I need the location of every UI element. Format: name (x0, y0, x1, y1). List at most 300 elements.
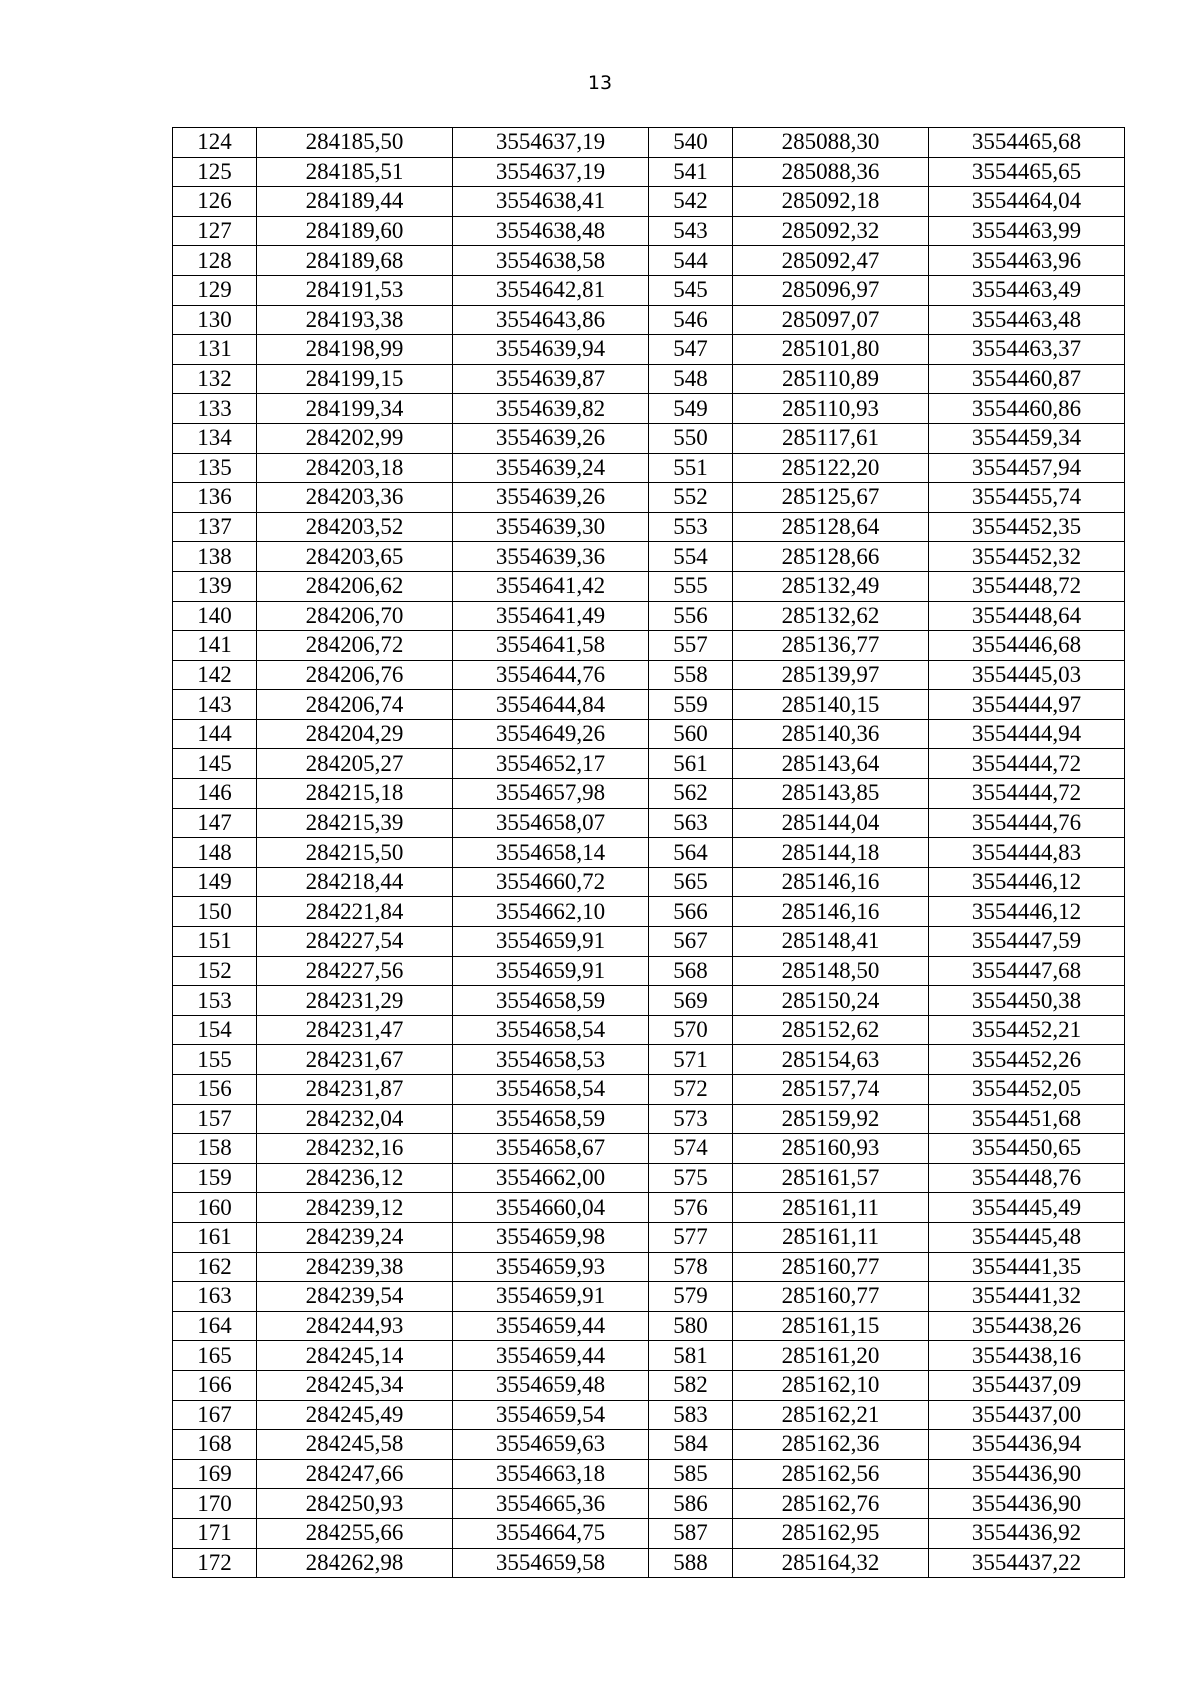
x-coordinate-right-cell: 285136,77 (733, 631, 929, 661)
x-coordinate-left-cell: 284262,98 (257, 1548, 453, 1578)
y-coordinate-left-cell: 3554659,48 (453, 1370, 649, 1400)
y-coordinate-right-cell: 3554459,34 (929, 423, 1125, 453)
x-coordinate-right-cell: 285128,66 (733, 542, 929, 572)
x-coordinate-left-cell: 284215,39 (257, 808, 453, 838)
point-number-right-cell: 553 (649, 512, 733, 542)
y-coordinate-right-cell: 3554465,68 (929, 128, 1125, 158)
point-number-left-cell: 140 (173, 601, 257, 631)
y-coordinate-left-cell: 3554639,87 (453, 364, 649, 394)
y-coordinate-left-cell: 3554639,24 (453, 453, 649, 483)
table-row (173, 1222, 1125, 1252)
point-number-left-cell: 149 (173, 867, 257, 897)
table-row (173, 1193, 1125, 1223)
y-coordinate-left-cell: 3554643,86 (453, 305, 649, 335)
point-number-right-cell: 542 (649, 187, 733, 217)
point-number-left-cell: 171 (173, 1518, 257, 1548)
y-coordinate-right-cell: 3554444,94 (929, 719, 1125, 749)
x-coordinate-right-cell: 285128,64 (733, 512, 929, 542)
point-number-left-cell: 137 (173, 512, 257, 542)
table-row (173, 335, 1125, 365)
y-coordinate-right-cell: 3554444,72 (929, 749, 1125, 779)
point-number-left-cell: 169 (173, 1459, 257, 1489)
y-coordinate-right-cell: 3554447,68 (929, 956, 1125, 986)
point-number-left-cell: 157 (173, 1104, 257, 1134)
y-coordinate-left-cell: 3554659,91 (453, 927, 649, 957)
point-number-left-cell: 167 (173, 1400, 257, 1430)
y-coordinate-right-cell: 3554446,12 (929, 897, 1125, 927)
x-coordinate-left-cell: 284204,29 (257, 719, 453, 749)
y-coordinate-left-cell: 3554644,84 (453, 690, 649, 720)
table-row (173, 690, 1125, 720)
x-coordinate-left-cell: 284218,44 (257, 867, 453, 897)
point-number-right-cell: 573 (649, 1104, 733, 1134)
x-coordinate-left-cell: 284239,12 (257, 1193, 453, 1223)
point-number-right-cell: 541 (649, 157, 733, 187)
x-coordinate-left-cell: 284215,50 (257, 838, 453, 868)
point-number-right-cell: 579 (649, 1282, 733, 1312)
point-number-right-cell: 560 (649, 719, 733, 749)
y-coordinate-right-cell: 3554436,94 (929, 1430, 1125, 1460)
point-number-right-cell: 588 (649, 1548, 733, 1578)
point-number-right-cell: 565 (649, 867, 733, 897)
point-number-left-cell: 134 (173, 423, 257, 453)
x-coordinate-right-cell: 285162,36 (733, 1430, 929, 1460)
point-number-right-cell: 544 (649, 246, 733, 276)
x-coordinate-left-cell: 284239,24 (257, 1222, 453, 1252)
point-number-right-cell: 584 (649, 1430, 733, 1460)
table-row (173, 1430, 1125, 1460)
y-coordinate-left-cell: 3554659,44 (453, 1311, 649, 1341)
y-coordinate-left-cell: 3554658,07 (453, 808, 649, 838)
y-coordinate-left-cell: 3554658,14 (453, 838, 649, 868)
x-coordinate-right-cell: 285144,18 (733, 838, 929, 868)
table-row (173, 483, 1125, 513)
x-coordinate-left-cell: 284245,14 (257, 1341, 453, 1371)
table-row (173, 779, 1125, 809)
x-coordinate-right-cell: 285125,67 (733, 483, 929, 513)
x-coordinate-right-cell: 285160,93 (733, 1134, 929, 1164)
x-coordinate-right-cell: 285101,80 (733, 335, 929, 365)
table-row (173, 246, 1125, 276)
point-number-right-cell: 547 (649, 335, 733, 365)
table-row (173, 897, 1125, 927)
x-coordinate-right-cell: 285110,93 (733, 394, 929, 424)
page-number: 13 (587, 72, 613, 94)
table-row (173, 157, 1125, 187)
point-number-right-cell: 571 (649, 1045, 733, 1075)
y-coordinate-right-cell: 3554464,04 (929, 187, 1125, 217)
x-coordinate-left-cell: 284239,54 (257, 1282, 453, 1312)
point-number-right-cell: 578 (649, 1252, 733, 1282)
x-coordinate-right-cell: 285139,97 (733, 660, 929, 690)
y-coordinate-left-cell: 3554639,82 (453, 394, 649, 424)
x-coordinate-left-cell: 284189,44 (257, 187, 453, 217)
x-coordinate-right-cell: 285161,11 (733, 1222, 929, 1252)
x-coordinate-right-cell: 285088,30 (733, 128, 929, 158)
x-coordinate-right-cell: 285157,74 (733, 1075, 929, 1105)
table-row (173, 128, 1125, 158)
y-coordinate-left-cell: 3554665,36 (453, 1489, 649, 1519)
x-coordinate-right-cell: 285160,77 (733, 1252, 929, 1282)
point-number-right-cell: 562 (649, 779, 733, 809)
table-row (173, 216, 1125, 246)
point-number-right-cell: 575 (649, 1163, 733, 1193)
x-coordinate-right-cell: 285162,76 (733, 1489, 929, 1519)
y-coordinate-right-cell: 3554465,65 (929, 157, 1125, 187)
y-coordinate-left-cell: 3554658,67 (453, 1134, 649, 1164)
table-row (173, 956, 1125, 986)
y-coordinate-left-cell: 3554659,98 (453, 1222, 649, 1252)
point-number-right-cell: 568 (649, 956, 733, 986)
y-coordinate-right-cell: 3554448,64 (929, 601, 1125, 631)
x-coordinate-right-cell: 285164,32 (733, 1548, 929, 1578)
y-coordinate-right-cell: 3554436,92 (929, 1518, 1125, 1548)
y-coordinate-left-cell: 3554658,59 (453, 1104, 649, 1134)
x-coordinate-left-cell: 284231,47 (257, 1015, 453, 1045)
x-coordinate-left-cell: 284191,53 (257, 275, 453, 305)
point-number-right-cell: 583 (649, 1400, 733, 1430)
y-coordinate-right-cell: 3554451,68 (929, 1104, 1125, 1134)
y-coordinate-right-cell: 3554452,26 (929, 1045, 1125, 1075)
point-number-left-cell: 154 (173, 1015, 257, 1045)
y-coordinate-left-cell: 3554658,54 (453, 1015, 649, 1045)
point-number-right-cell: 569 (649, 986, 733, 1016)
x-coordinate-right-cell: 285150,24 (733, 986, 929, 1016)
point-number-right-cell: 546 (649, 305, 733, 335)
x-coordinate-right-cell: 285088,36 (733, 157, 929, 187)
y-coordinate-right-cell: 3554463,37 (929, 335, 1125, 365)
x-coordinate-left-cell: 284227,56 (257, 956, 453, 986)
x-coordinate-right-cell: 285143,64 (733, 749, 929, 779)
x-coordinate-right-cell: 285161,11 (733, 1193, 929, 1223)
y-coordinate-left-cell: 3554664,75 (453, 1518, 649, 1548)
x-coordinate-left-cell: 284221,84 (257, 897, 453, 927)
x-coordinate-left-cell: 284232,16 (257, 1134, 453, 1164)
point-number-left-cell: 163 (173, 1282, 257, 1312)
table-row (173, 453, 1125, 483)
x-coordinate-left-cell: 284250,93 (257, 1489, 453, 1519)
point-number-left-cell: 126 (173, 187, 257, 217)
x-coordinate-right-cell: 285122,20 (733, 453, 929, 483)
y-coordinate-right-cell: 3554441,32 (929, 1282, 1125, 1312)
x-coordinate-right-cell: 285146,16 (733, 897, 929, 927)
point-number-left-cell: 168 (173, 1430, 257, 1460)
point-number-left-cell: 138 (173, 542, 257, 572)
point-number-left-cell: 125 (173, 157, 257, 187)
y-coordinate-left-cell: 3554659,93 (453, 1252, 649, 1282)
point-number-left-cell: 150 (173, 897, 257, 927)
y-coordinate-right-cell: 3554455,74 (929, 483, 1125, 513)
x-coordinate-left-cell: 284198,99 (257, 335, 453, 365)
table-row (173, 1282, 1125, 1312)
point-number-left-cell: 146 (173, 779, 257, 809)
x-coordinate-left-cell: 284247,66 (257, 1459, 453, 1489)
y-coordinate-right-cell: 3554437,22 (929, 1548, 1125, 1578)
y-coordinate-left-cell: 3554662,10 (453, 897, 649, 927)
point-number-left-cell: 160 (173, 1193, 257, 1223)
x-coordinate-right-cell: 285148,50 (733, 956, 929, 986)
table-row (173, 1163, 1125, 1193)
table-row (173, 838, 1125, 868)
x-coordinate-right-cell: 285161,15 (733, 1311, 929, 1341)
point-number-right-cell: 540 (649, 128, 733, 158)
table-row (173, 394, 1125, 424)
x-coordinate-right-cell: 285162,56 (733, 1459, 929, 1489)
point-number-right-cell: 586 (649, 1489, 733, 1519)
table-row (173, 1370, 1125, 1400)
point-number-right-cell: 577 (649, 1222, 733, 1252)
point-number-left-cell: 153 (173, 986, 257, 1016)
x-coordinate-right-cell: 285160,77 (733, 1282, 929, 1312)
x-coordinate-left-cell: 284245,58 (257, 1430, 453, 1460)
y-coordinate-left-cell: 3554641,42 (453, 571, 649, 601)
point-number-left-cell: 156 (173, 1075, 257, 1105)
x-coordinate-left-cell: 284189,60 (257, 216, 453, 246)
y-coordinate-left-cell: 3554659,63 (453, 1430, 649, 1460)
x-coordinate-right-cell: 285117,61 (733, 423, 929, 453)
table-row (173, 1015, 1125, 1045)
table-row (173, 187, 1125, 217)
y-coordinate-right-cell: 3554452,35 (929, 512, 1125, 542)
y-coordinate-right-cell: 3554452,05 (929, 1075, 1125, 1105)
point-number-right-cell: 549 (649, 394, 733, 424)
point-number-left-cell: 161 (173, 1222, 257, 1252)
y-coordinate-right-cell: 3554457,94 (929, 453, 1125, 483)
table-row (173, 986, 1125, 1016)
point-number-right-cell: 582 (649, 1370, 733, 1400)
point-number-left-cell: 139 (173, 571, 257, 601)
x-coordinate-right-cell: 285146,16 (733, 867, 929, 897)
table-row (173, 927, 1125, 957)
point-number-left-cell: 143 (173, 690, 257, 720)
x-coordinate-right-cell: 285162,10 (733, 1370, 929, 1400)
table-row (173, 364, 1125, 394)
y-coordinate-right-cell: 3554448,76 (929, 1163, 1125, 1193)
point-number-right-cell: 563 (649, 808, 733, 838)
x-coordinate-right-cell: 285132,49 (733, 571, 929, 601)
y-coordinate-left-cell: 3554660,72 (453, 867, 649, 897)
point-number-left-cell: 155 (173, 1045, 257, 1075)
x-coordinate-left-cell: 284203,52 (257, 512, 453, 542)
x-coordinate-left-cell: 284205,27 (257, 749, 453, 779)
y-coordinate-right-cell: 3554450,65 (929, 1134, 1125, 1164)
y-coordinate-left-cell: 3554659,54 (453, 1400, 649, 1430)
point-number-left-cell: 130 (173, 305, 257, 335)
x-coordinate-right-cell: 285144,04 (733, 808, 929, 838)
point-number-right-cell: 551 (649, 453, 733, 483)
table-row (173, 1548, 1125, 1578)
x-coordinate-left-cell: 284236,12 (257, 1163, 453, 1193)
x-coordinate-left-cell: 284199,15 (257, 364, 453, 394)
x-coordinate-left-cell: 284245,34 (257, 1370, 453, 1400)
y-coordinate-left-cell: 3554638,41 (453, 187, 649, 217)
y-coordinate-right-cell: 3554436,90 (929, 1489, 1125, 1519)
y-coordinate-right-cell: 3554436,90 (929, 1459, 1125, 1489)
point-number-left-cell: 165 (173, 1341, 257, 1371)
y-coordinate-right-cell: 3554437,00 (929, 1400, 1125, 1430)
point-number-right-cell: 548 (649, 364, 733, 394)
table-row (173, 808, 1125, 838)
x-coordinate-right-cell: 285143,85 (733, 779, 929, 809)
point-number-left-cell: 159 (173, 1163, 257, 1193)
y-coordinate-right-cell: 3554437,09 (929, 1370, 1125, 1400)
table-row (173, 660, 1125, 690)
point-number-right-cell: 585 (649, 1459, 733, 1489)
y-coordinate-right-cell: 3554438,26 (929, 1311, 1125, 1341)
point-number-left-cell: 164 (173, 1311, 257, 1341)
table-row (173, 305, 1125, 335)
x-coordinate-left-cell: 284215,18 (257, 779, 453, 809)
coordinates-table-body (173, 128, 1125, 1578)
table-row (173, 749, 1125, 779)
x-coordinate-right-cell: 285092,32 (733, 216, 929, 246)
x-coordinate-left-cell: 284231,67 (257, 1045, 453, 1075)
x-coordinate-left-cell: 284206,72 (257, 631, 453, 661)
x-coordinate-right-cell: 285140,36 (733, 719, 929, 749)
point-number-right-cell: 545 (649, 275, 733, 305)
point-number-left-cell: 152 (173, 956, 257, 986)
y-coordinate-right-cell: 3554444,72 (929, 779, 1125, 809)
y-coordinate-left-cell: 3554658,53 (453, 1045, 649, 1075)
point-number-left-cell: 136 (173, 483, 257, 513)
y-coordinate-right-cell: 3554460,86 (929, 394, 1125, 424)
y-coordinate-right-cell: 3554463,48 (929, 305, 1125, 335)
table-row (173, 601, 1125, 631)
point-number-left-cell: 170 (173, 1489, 257, 1519)
table-row (173, 1075, 1125, 1105)
y-coordinate-right-cell: 3554446,12 (929, 867, 1125, 897)
point-number-right-cell: 566 (649, 897, 733, 927)
y-coordinate-left-cell: 3554658,59 (453, 986, 649, 1016)
x-coordinate-left-cell: 284244,93 (257, 1311, 453, 1341)
table-row (173, 542, 1125, 572)
point-number-left-cell: 172 (173, 1548, 257, 1578)
x-coordinate-left-cell: 284231,87 (257, 1075, 453, 1105)
x-coordinate-right-cell: 285097,07 (733, 305, 929, 335)
point-number-left-cell: 127 (173, 216, 257, 246)
x-coordinate-right-cell: 285092,18 (733, 187, 929, 217)
table-row (173, 1518, 1125, 1548)
x-coordinate-right-cell: 285132,62 (733, 601, 929, 631)
y-coordinate-right-cell: 3554450,38 (929, 986, 1125, 1016)
y-coordinate-left-cell: 3554662,00 (453, 1163, 649, 1193)
x-coordinate-right-cell: 285161,20 (733, 1341, 929, 1371)
point-number-right-cell: 559 (649, 690, 733, 720)
table-row (173, 1134, 1125, 1164)
y-coordinate-left-cell: 3554637,19 (453, 128, 649, 158)
point-number-right-cell: 557 (649, 631, 733, 661)
y-coordinate-left-cell: 3554660,04 (453, 1193, 649, 1223)
x-coordinate-left-cell: 284206,76 (257, 660, 453, 690)
y-coordinate-right-cell: 3554444,76 (929, 808, 1125, 838)
y-coordinate-left-cell: 3554641,49 (453, 601, 649, 631)
y-coordinate-left-cell: 3554641,58 (453, 631, 649, 661)
table-row (173, 1400, 1125, 1430)
x-coordinate-left-cell: 284232,04 (257, 1104, 453, 1134)
x-coordinate-right-cell: 285161,57 (733, 1163, 929, 1193)
point-number-right-cell: 572 (649, 1075, 733, 1105)
point-number-right-cell: 552 (649, 483, 733, 513)
x-coordinate-right-cell: 285154,63 (733, 1045, 929, 1075)
x-coordinate-right-cell: 285110,89 (733, 364, 929, 394)
point-number-left-cell: 158 (173, 1134, 257, 1164)
x-coordinate-left-cell: 284193,38 (257, 305, 453, 335)
y-coordinate-left-cell: 3554649,26 (453, 719, 649, 749)
point-number-right-cell: 554 (649, 542, 733, 572)
x-coordinate-right-cell: 285162,95 (733, 1518, 929, 1548)
x-coordinate-left-cell: 284203,65 (257, 542, 453, 572)
y-coordinate-right-cell: 3554445,48 (929, 1222, 1125, 1252)
y-coordinate-right-cell: 3554446,68 (929, 631, 1125, 661)
x-coordinate-left-cell: 284185,51 (257, 157, 453, 187)
x-coordinate-left-cell: 284206,74 (257, 690, 453, 720)
y-coordinate-left-cell: 3554659,91 (453, 1282, 649, 1312)
x-coordinate-left-cell: 284203,36 (257, 483, 453, 513)
x-coordinate-right-cell: 285162,21 (733, 1400, 929, 1430)
x-coordinate-right-cell: 285096,97 (733, 275, 929, 305)
point-number-left-cell: 135 (173, 453, 257, 483)
table-row (173, 1489, 1125, 1519)
table-row (173, 1045, 1125, 1075)
y-coordinate-right-cell: 3554460,87 (929, 364, 1125, 394)
x-coordinate-right-cell: 285152,62 (733, 1015, 929, 1045)
point-number-left-cell: 131 (173, 335, 257, 365)
x-coordinate-left-cell: 284185,50 (257, 128, 453, 158)
point-number-left-cell: 129 (173, 275, 257, 305)
point-number-right-cell: 570 (649, 1015, 733, 1045)
y-coordinate-left-cell: 3554663,18 (453, 1459, 649, 1489)
y-coordinate-right-cell: 3554441,35 (929, 1252, 1125, 1282)
point-number-left-cell: 128 (173, 246, 257, 276)
point-number-left-cell: 148 (173, 838, 257, 868)
y-coordinate-right-cell: 3554445,03 (929, 660, 1125, 690)
y-coordinate-right-cell: 3554463,99 (929, 216, 1125, 246)
y-coordinate-left-cell: 3554639,94 (453, 335, 649, 365)
point-number-right-cell: 587 (649, 1518, 733, 1548)
point-number-left-cell: 151 (173, 927, 257, 957)
x-coordinate-right-cell: 285140,15 (733, 690, 929, 720)
table-row (173, 423, 1125, 453)
point-number-left-cell: 166 (173, 1370, 257, 1400)
point-number-right-cell: 574 (649, 1134, 733, 1164)
point-number-right-cell: 561 (649, 749, 733, 779)
point-number-left-cell: 133 (173, 394, 257, 424)
y-coordinate-right-cell: 3554445,49 (929, 1193, 1125, 1223)
x-coordinate-left-cell: 284255,66 (257, 1518, 453, 1548)
y-coordinate-right-cell: 3554444,83 (929, 838, 1125, 868)
y-coordinate-right-cell: 3554444,97 (929, 690, 1125, 720)
point-number-left-cell: 132 (173, 364, 257, 394)
table-row (173, 1104, 1125, 1134)
point-number-right-cell: 580 (649, 1311, 733, 1341)
point-number-left-cell: 162 (173, 1252, 257, 1282)
point-number-right-cell: 556 (649, 601, 733, 631)
y-coordinate-left-cell: 3554658,54 (453, 1075, 649, 1105)
x-coordinate-left-cell: 284202,99 (257, 423, 453, 453)
y-coordinate-right-cell: 3554447,59 (929, 927, 1125, 957)
y-coordinate-left-cell: 3554639,26 (453, 423, 649, 453)
table-row (173, 1459, 1125, 1489)
x-coordinate-right-cell: 285148,41 (733, 927, 929, 957)
y-coordinate-right-cell: 3554438,16 (929, 1341, 1125, 1371)
point-number-right-cell: 543 (649, 216, 733, 246)
y-coordinate-right-cell: 3554448,72 (929, 571, 1125, 601)
point-number-right-cell: 555 (649, 571, 733, 601)
x-coordinate-right-cell: 285092,47 (733, 246, 929, 276)
x-coordinate-left-cell: 284189,68 (257, 246, 453, 276)
y-coordinate-left-cell: 3554638,48 (453, 216, 649, 246)
table-row (173, 631, 1125, 661)
